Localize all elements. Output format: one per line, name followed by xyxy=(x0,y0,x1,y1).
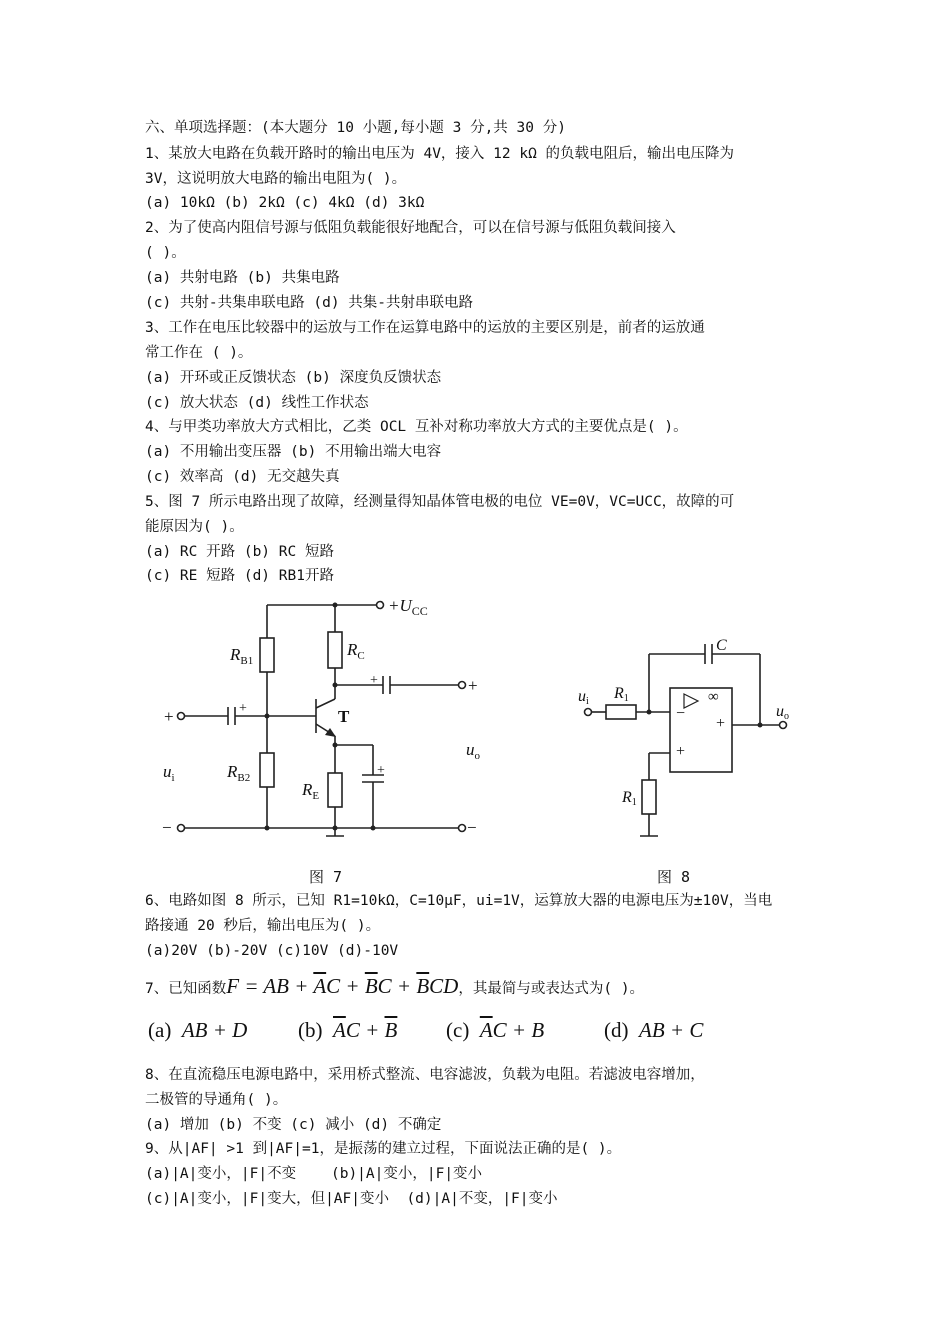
q1-line2: 3V，这说明放大电路的输出电阻为( )。 xyxy=(145,171,407,187)
q7-plus1: + xyxy=(289,974,314,998)
q3-options-1: (a) 开环或正反馈状态 (b) 深度负反馈状态 xyxy=(145,370,442,386)
q7-option-d-label: (d) xyxy=(604,1018,629,1042)
q8-line2: 二极管的导通角( )。 xyxy=(145,1092,288,1108)
svg-text:RB1 xyxy=(229,645,253,667)
q7-option-b-bar2: $\overline{B}$ xyxy=(384,1018,398,1042)
section-title: 六、单项选择题：(本大题分 10 小题,每小题 3 分,共 30 分) xyxy=(145,120,566,136)
fig8-plus-in: + xyxy=(676,743,686,760)
fig8-c-label: C xyxy=(716,637,727,654)
fig8-r1-label: R xyxy=(614,685,624,702)
fig8-infinity: ∞ xyxy=(708,689,719,705)
q7-option-c-label: (c) xyxy=(446,1018,470,1042)
q3-line2: 常工作在 ( )。 xyxy=(145,345,253,361)
fig7-ui-label: u xyxy=(163,762,172,781)
fig7-ucc-sub: CC xyxy=(411,604,428,618)
q7-prefix: 7、已知函数 xyxy=(145,981,227,997)
q7-line xyxy=(145,973,644,1002)
q7-option-b xyxy=(298,1018,397,1043)
q7-option-a-expr: AB + D xyxy=(181,1018,248,1042)
fig7-rb2-sub: B2 xyxy=(237,772,251,784)
fig7-rb1-sub: B1 xyxy=(240,655,254,667)
fig7-re-label: R xyxy=(302,780,313,799)
q5-line1: 5、图 7 所示电路出现了故障，经测量得知晶体管电极的电位 VE=0V，VC=UCC，故障的可 xyxy=(145,494,735,510)
q8-line1: 8、在直流稳压电源电路中，采用桥式整流、电容滤波，负载为电阻。若滤波电容增加， xyxy=(145,1067,705,1083)
q7-option-d-expr: AB + C xyxy=(639,1018,704,1042)
svg-text:R1 xyxy=(621,789,637,808)
q7-suffix: ，其最简与或表达式为( )。 xyxy=(458,981,645,997)
q7-eq: = xyxy=(239,974,264,998)
fig7-transistor-label: T xyxy=(338,707,350,726)
fig8-r1b-label: R xyxy=(622,789,632,806)
q6-line1: 6、电路如图 8 所示，已知 R1=10kΩ，C=10μF，ui=1V，运算放大器的电源电压为±10V，当电 xyxy=(145,893,773,909)
fig7-uo-label: u xyxy=(466,740,475,759)
q7-option-c xyxy=(446,1018,544,1043)
q7-plus2: + xyxy=(340,974,365,998)
q7-bar-b2: $\overline{B}$ xyxy=(416,974,430,998)
fig7-rb2-label: R xyxy=(227,762,238,781)
fig8-uo-label: u xyxy=(776,703,784,720)
svg-text:R1 xyxy=(613,685,629,704)
q5-options-2: (c) RE 短路 (d) RB1开路 xyxy=(145,568,334,584)
svg-text:RC xyxy=(346,640,365,662)
q4-options-2: (c) 效率高 (d) 无交越失真 xyxy=(145,469,340,485)
q8-options: (a) 增加 (b) 不变 (c) 减小 (d) 不确定 xyxy=(145,1117,442,1133)
q1-options: (a) 10kΩ (b) 2kΩ (c) 4kΩ (d) 3kΩ xyxy=(145,195,425,211)
q6-options: (a)20V (b)-20V (c)10V (d)-10V xyxy=(145,943,399,959)
fig8-ui-label: u xyxy=(578,688,586,705)
q5-line2: 能原因为( )。 xyxy=(145,519,244,535)
figure-7-circuit xyxy=(150,590,500,845)
fig7-in-minus: − xyxy=(162,818,172,837)
q7-term4: CD xyxy=(429,974,459,998)
svg-text:RB2 xyxy=(226,762,250,784)
fig7-rc-label: R xyxy=(347,640,358,659)
fig8-minus: − xyxy=(676,705,686,722)
q7-option-a-label: (a) xyxy=(148,1018,172,1042)
q3-options-2: (c) 放大状态 (d) 线性工作状态 xyxy=(145,395,369,411)
q9-options-2: (c)|A|变小，|F|变大，但|AF|变小 (d)|A|不变，|F|变小 xyxy=(145,1191,558,1207)
q7-plus3: + xyxy=(391,974,417,998)
fig7-cap-in-plus: + xyxy=(239,701,247,716)
fig7-out-minus: − xyxy=(467,818,477,837)
figure-8-circuit xyxy=(570,630,810,845)
fig8-r1b-sub: 1 xyxy=(631,797,637,808)
q5-options-1: (a) RC 开路 (b) RC 短路 xyxy=(145,544,334,560)
fig7-re-sub: E xyxy=(312,790,320,802)
fig8-ui-sub: i xyxy=(586,696,589,707)
fig8-uo-sub: o xyxy=(784,711,789,722)
q7-option-c-rest: C + B xyxy=(492,1018,545,1042)
svg-text:+UCC xyxy=(388,596,428,618)
q4-line1: 4、与甲类功率放大方式相比，乙类 OCL 互补对称功率放大方式的主要优点是( )。 xyxy=(145,419,688,435)
svg-text:ui xyxy=(163,762,175,784)
fig8-r1-sub: 1 xyxy=(623,693,629,704)
svg-text:ui xyxy=(578,688,589,707)
q2-line1: 2、为了使高内阻信号源与低阻负载能很好地配合，可以在信号源与低阻负载间接入 xyxy=(145,220,676,236)
svg-text:uo xyxy=(466,740,481,762)
q7-term3: C xyxy=(377,974,392,998)
q7-option-b-bar1: $\overline{A}$ xyxy=(333,1018,346,1042)
q3-line1: 3、工作在电压比较器中的运放与工作在运算电路中的运放的主要区别是，前者的运放通 xyxy=(145,320,705,336)
figure-7-caption: 图 7 xyxy=(309,868,343,886)
fig7-ui-sub: i xyxy=(171,772,175,784)
fig7-rb1-label: R xyxy=(230,645,241,664)
q7-term2: C xyxy=(326,974,341,998)
fig8-plus-out: + xyxy=(716,715,726,732)
svg-text:RE xyxy=(301,780,319,802)
figure-8-caption: 图 8 xyxy=(657,868,691,886)
q9-line1: 9、从|AF| >1 到|AF|=1，是振荡的建立过程，下面说法正确的是( )。 xyxy=(145,1141,622,1157)
q7-option-b-label: (b) xyxy=(298,1018,323,1042)
fig7-in-plus: + xyxy=(164,707,174,726)
q7-formula xyxy=(226,974,458,998)
q7-option-b-mid: C + xyxy=(345,1018,385,1042)
q2-line2: ( )。 xyxy=(145,245,186,261)
q2-options-2: (c) 共射-共集串联电路 (d) 共集-共射串联电路 xyxy=(145,295,474,311)
q2-options-1: (a) 共射电路 (b) 共集电路 xyxy=(145,270,340,286)
q7-f: F xyxy=(226,974,240,998)
fig7-rc-sub: C xyxy=(357,650,365,662)
q1-line1: 1、某放大电路在负载开路时的输出电压为 4V，接入 12 kΩ 的负载电阻后，输出电压降为 xyxy=(145,146,735,162)
fig7-ucc-label: +U xyxy=(388,596,412,615)
q6-line2: 路接通 20 秒后，输出电压为( )。 xyxy=(145,918,381,934)
fig7-uo-sub: o xyxy=(474,750,480,762)
q7-option-d xyxy=(604,1018,703,1043)
fig7-out-plus: + xyxy=(468,676,478,695)
svg-text:uo xyxy=(776,703,789,722)
fig7-cap-out-plus: + xyxy=(370,673,378,688)
q7-term1: AB xyxy=(263,974,290,998)
q4-options-1: (a) 不用输出变压器 (b) 不用输出端大电容 xyxy=(145,444,442,460)
q7-option-a xyxy=(148,1018,247,1043)
q7-option-c-bar1: $\overline{A}$ xyxy=(479,1018,493,1042)
fig7-cap-e-plus: + xyxy=(377,763,385,778)
q7-bar-b1: $\overline{B}$ xyxy=(364,974,378,998)
q9-options-1: (a)|A|变小，|F|不变 (b)|A|变小，|F|变小 xyxy=(145,1166,483,1182)
q7-bar-a: $\overline{A}$ xyxy=(313,974,327,998)
